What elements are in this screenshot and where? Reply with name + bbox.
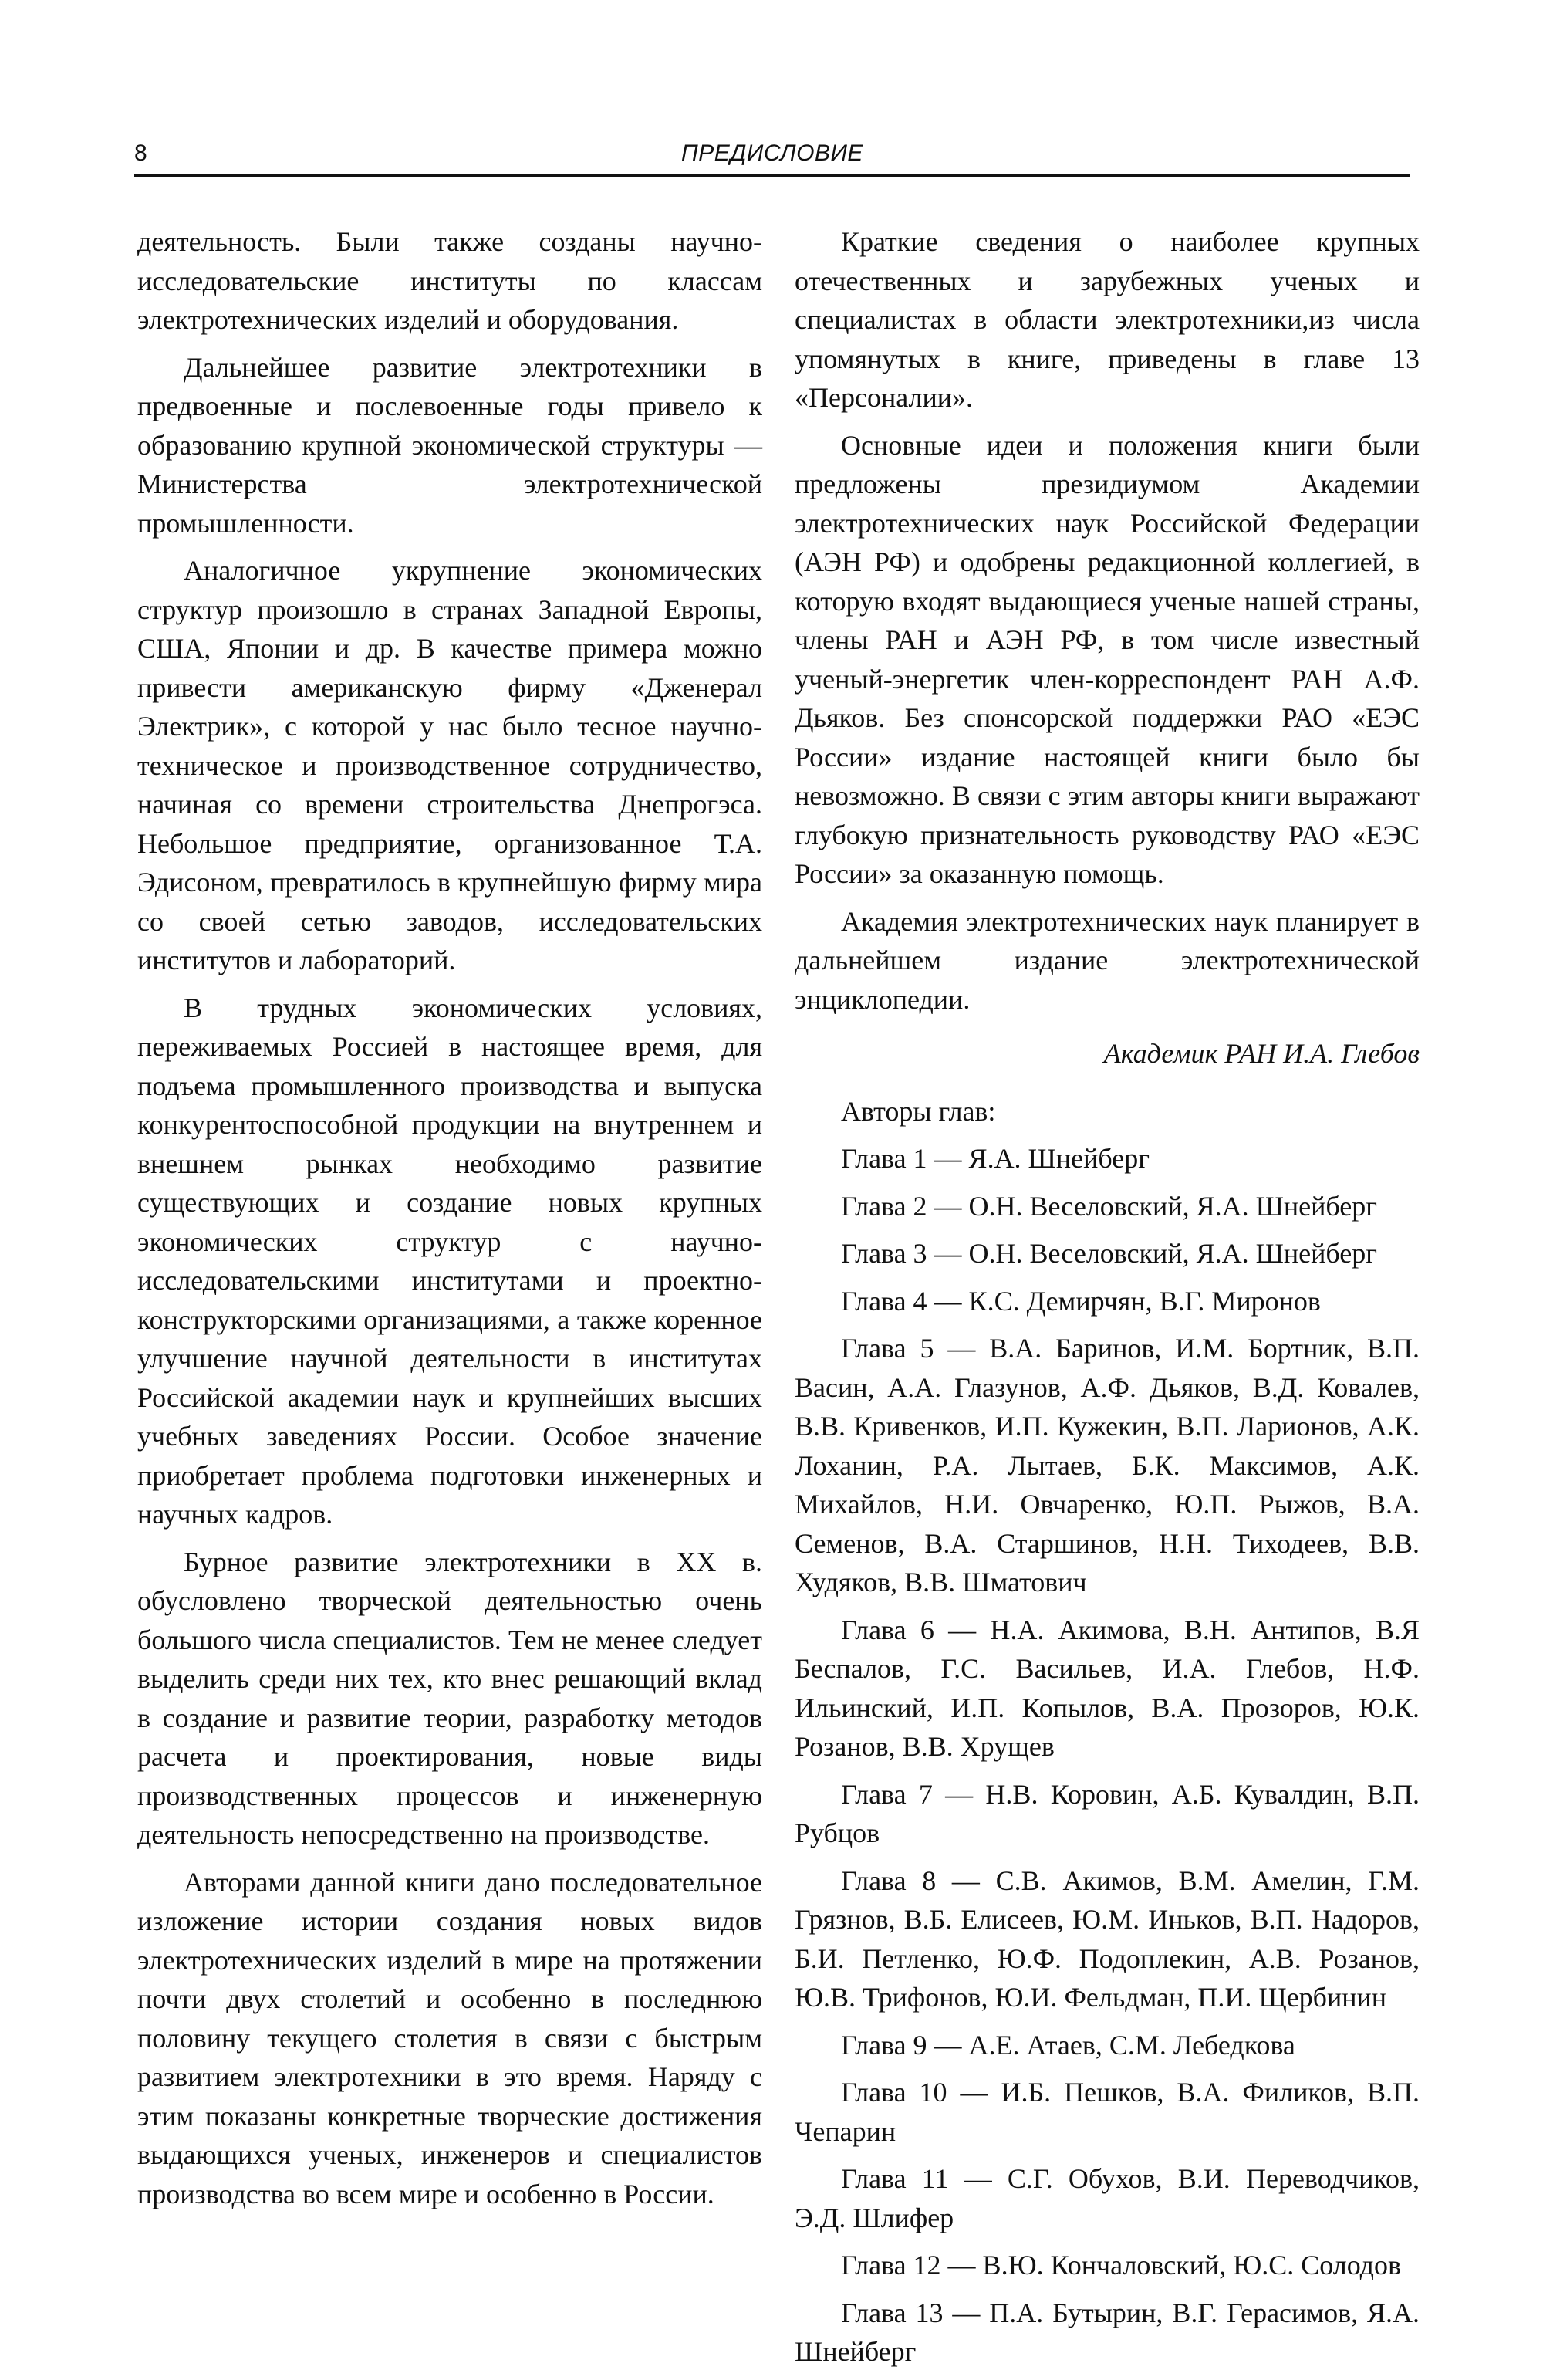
paragraph: Краткие сведения о наиболее крупных отечественных и зарубежных ученых и специалистах в области электротехники,из числа упомянутых в книге, приведены в главе 13 «Персоналии».: [795, 226, 1420, 413]
paragraph: Бурное развитие электротехники в XX в. обусловлено творческой деятельностью очень большого числа специалистов. Тем не менее следует выделить среди них тех, кто внес решающий вклад в создание и развитие теории, разработку методов расчета и проектирования, новые виды производственных процессов и инженерную деятельность непосредственно на производстве.: [137, 1546, 762, 1850]
paragraph: В трудных экономических условиях, переживаемых Россией в настоящее время, для подъема промышленного производства и выпуска конкурентоспособной продукции на внутреннем и внешнем рынках необходимо развитие существующих и создание новых крупных экономических структур с научно-исследовательскими институтами и проектно-конструкторскими организациями, а также коренное улучшение научной деятельности в институтах Российской академии наук и крупнейших высших учебных заведениях России. Особое значение приобретает проблема подготовки инженерных и научных кадров.: [137, 992, 762, 1530]
page-number: 8: [134, 140, 147, 166]
paragraph: Авторами данной книги дано последовательное изложение истории создания новых видов электротехнических изделий в мире на протяжении почти двух столетий и особенно в последнюю половину текущего столетия в связи с быстрым развитием электротехники в это время. Наряду с этим показаны конкретные творческие достижения выдающихся ученых, инженеров и специалистов производства во всем мире и особенно в России.: [137, 1866, 762, 2209]
running-title: ПРЕДИСЛОВИЕ: [681, 140, 863, 166]
chapter-authors: Глава 6 — Н.А. Акимова, В.Н. Антипов, В.Я Беспалов, Г.С. Васильев, И.А. Глебов, Н.Ф. Ильинский, И.П. Копылов, В.А. Прозоров, Ю.К. Розанов, В.В. Хрущев: [795, 1614, 1420, 1762]
page-header: [134, 137, 1410, 177]
right-column: [795, 222, 1420, 2380]
chapter-authors: Глава 9 — А.Е. Атаев, С.М. Лебедкова: [841, 2029, 1295, 2061]
chapter-authors: Глава 2 — О.Н. Веселовский, Я.А. Шнейберг: [841, 1190, 1378, 1222]
paragraph: деятельность. Были также созданы научно-исследовательские институты по классам электротехнических изделий и оборудования.: [137, 226, 762, 335]
left-column: [137, 222, 762, 2222]
chapter-authors: Глава 11 — С.Г. Обухов, В.И. Переводчиков, Э.Д. Шлифер: [795, 2163, 1420, 2233]
paragraph: Основные идеи и положения книги были предложены президиумом Академии электротехнических наук Российской Федерации (АЭН РФ) и одобрены редакционной коллегией, в которую входят выдающиеся ученые нашей страны, члены РАН и АЭН РФ, в том числе известный ученый-энергетик член-корреспондент РАН А.Ф. Дьяков. Без спонсорской поддержки РАО «ЕЭС России» издание настоящей книги было бы невозможно. В связи с этим авторы книги выражают глубокую признательность руководству РАО «ЕЭС России» за оказанную помощь.: [795, 429, 1420, 889]
chapter-authors: Глава 7 — Н.В. Коровин, А.Б. Кувалдин, В.П. Рубцов: [795, 1778, 1420, 1848]
paragraph: Академия электротехнических наук планирует в дальнейшем издание электротехнической энциклопедии.: [795, 905, 1420, 1015]
chapter-authors: Глава 3 — О.Н. Веселовский, Я.А. Шнейберг: [841, 1238, 1378, 1269]
chapter-authors: Глава 8 — С.В. Акимов, В.М. Амелин, Г.М. Грязнов, В.Б. Елисеев, Ю.М. Иньков, В.П. Надоров, Б.И. Петленко, Ю.Ф. Подоплекин, А.В. Розанов, Ю.В. Трифонов, Ю.И. Фельдман, П.И. Щербинин: [795, 1864, 1420, 2013]
chapter-authors: Глава 12 — В.Ю. Кончаловский, Ю.С. Солодов: [841, 2250, 1401, 2280]
paragraph: Дальнейшее развитие электротехники в предвоенные и послевоенные годы привело к образованию крупной экономической структуры — Министерства электротехнической промышленности.: [137, 351, 762, 539]
chapter-authors: Глава 13 — П.А. Бутырин, В.Г. Герасимов, Я.А. Шнейберг: [795, 2297, 1420, 2367]
chapter-authors: Глава 1 — Я.А. Шнейберг: [841, 1143, 1150, 1174]
paragraph: Аналогичное укрупнение экономических структур произошло в странах Западной Европы, США, Японии и др. В качестве примера можно привести американскую фирму «Дженерал Электрик», с которой у нас было тесное научно-техническое и производственное сотрудничество, начиная со времени строительства Днепрогэса. Небольшое предприятие, организованное Т.А. Эдисоном, превратилось в крупнейшую фирму мира со своей сетью заводов, исследовательских институтов и лабораторий.: [137, 555, 762, 975]
signature: Академик РАН И.А. Глебов: [1103, 1038, 1420, 1069]
authors-heading: Авторы глав:: [841, 1095, 996, 1127]
chapter-authors: Глава 5 — В.А. Баринов, И.М. Бортник, В.П. Васин, А.А. Глазунов, А.Ф. Дьяков, В.Д. Ковалев, В.В. Кривенков, И.П. Кужекин, В.П. Ларионов, А.К. Лоханин, Р.А. Лытаев, Б.К. Максимов, А.К. Михайлов, Н.И. Овчаренко, Ю.П. Рыжов, В.А. Семенов, В.А. Старшинов, Н.Н. Тиходеев, В.В. Худяков, В.В. Шматович: [795, 1333, 1420, 1597]
chapter-authors: Глава 4 — К.С. Демирчян, В.Г. Миронов: [841, 1285, 1321, 1317]
chapter-authors: Глава 10 — И.Б. Пешков, В.А. Филиков, В.П. Чепарин: [795, 2077, 1420, 2147]
